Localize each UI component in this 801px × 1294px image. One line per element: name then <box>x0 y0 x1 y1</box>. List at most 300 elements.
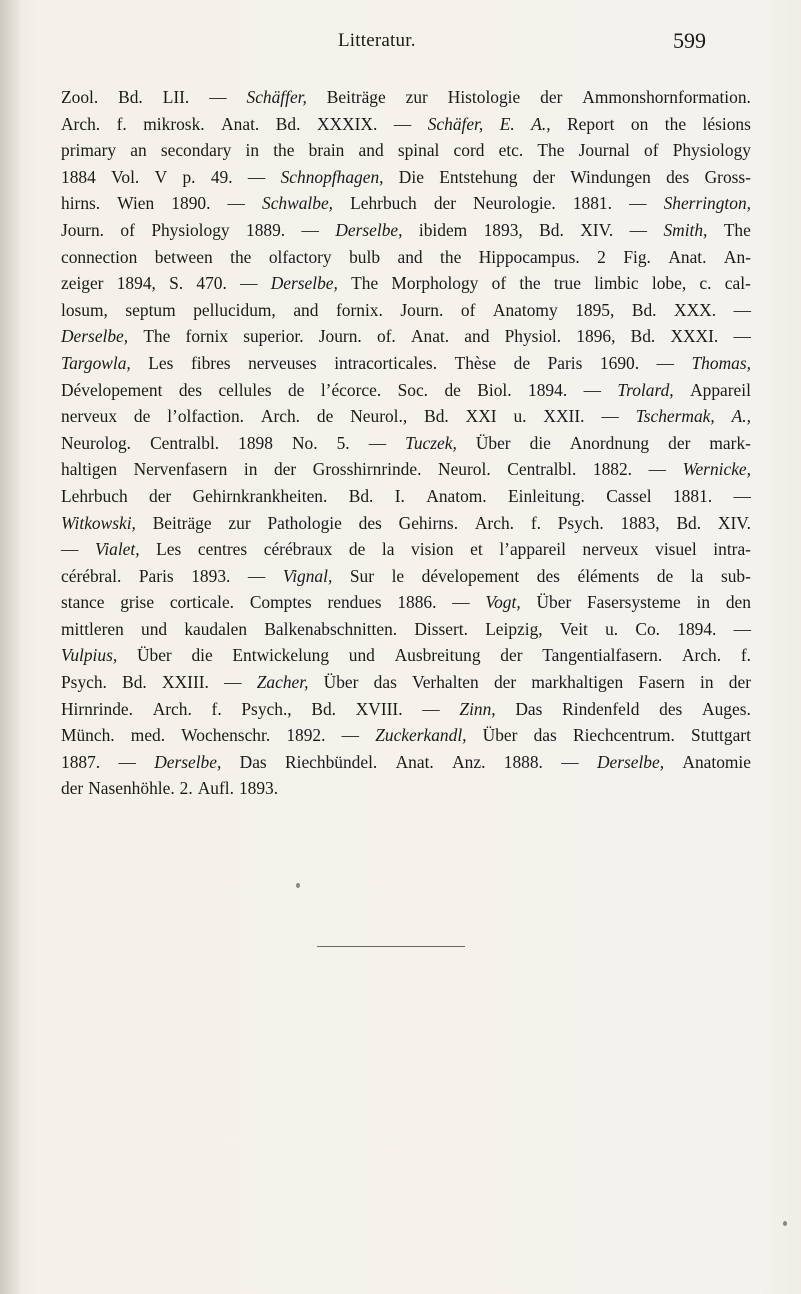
word: 1892. <box>286 725 326 746</box>
text-line <box>61 669 751 696</box>
word: Arch. <box>152 698 192 719</box>
text-line <box>61 190 751 217</box>
word: 1881. <box>672 485 713 506</box>
word: de <box>316 406 334 427</box>
text-line <box>61 297 751 324</box>
word: Das <box>515 698 543 719</box>
word: med. <box>130 725 166 746</box>
text-line <box>61 217 751 244</box>
word: between <box>154 246 213 267</box>
word: mark- <box>709 432 751 453</box>
word: der <box>493 672 517 693</box>
word: S. <box>169 273 184 294</box>
word: Münch. <box>61 725 115 746</box>
word: The <box>351 273 379 294</box>
gutter-shadow <box>0 0 22 1294</box>
word: Entstehung <box>439 166 518 187</box>
word: E. <box>499 113 515 134</box>
ink-speck <box>783 1221 787 1226</box>
word: XXXI. <box>670 326 719 347</box>
text-line <box>61 377 751 404</box>
word: 2. <box>179 778 193 799</box>
word: Derselbe, <box>596 751 665 772</box>
word: Balkenabschnitten. <box>264 618 398 639</box>
word: f. <box>116 113 127 134</box>
word: fornix <box>185 326 229 347</box>
word: in <box>245 140 260 161</box>
word: — <box>629 193 647 214</box>
word: dévelopement <box>421 565 520 586</box>
word: Aufl. <box>197 778 234 799</box>
word: das <box>533 725 557 746</box>
word: 1893. <box>191 565 231 586</box>
word: Neurol., <box>350 406 408 427</box>
word: des <box>536 565 560 586</box>
text-line <box>61 137 751 164</box>
word: Entwickelung <box>232 645 330 666</box>
word: — <box>601 406 619 427</box>
word: stance <box>61 592 105 613</box>
word: der <box>433 193 457 214</box>
word: 49. <box>210 166 233 187</box>
word: de <box>656 565 674 586</box>
word: Bd. <box>539 219 564 240</box>
word: Lehrbuch <box>61 485 128 506</box>
word: visuel <box>655 539 697 560</box>
word: connection <box>61 246 138 267</box>
word: corticale. <box>169 592 235 613</box>
word: 1894. <box>528 379 568 400</box>
word: Dissert. <box>414 618 468 639</box>
word: in <box>696 592 711 613</box>
word: secondary <box>160 140 232 161</box>
word: on <box>630 113 649 134</box>
word: I. <box>394 485 405 506</box>
word: mittleren <box>61 618 124 639</box>
word: nerveuses <box>248 352 317 373</box>
word: XXX. <box>674 299 717 320</box>
word: — <box>227 193 245 214</box>
word: — <box>629 219 648 240</box>
word: — <box>224 672 242 693</box>
word: Bd. <box>424 406 449 427</box>
word: The <box>143 326 171 347</box>
word: of <box>460 299 476 320</box>
word: f. <box>740 645 751 666</box>
word: XXXIX. <box>316 113 378 134</box>
word: A., <box>731 406 751 427</box>
word: Tschermak, <box>635 406 715 427</box>
word: u. <box>605 618 619 639</box>
word: Sherrington, <box>663 193 751 214</box>
word: Nasenhöhle. <box>88 778 175 799</box>
word: spinal <box>397 140 440 161</box>
word: Anat. <box>395 751 434 772</box>
word: olfactory <box>268 246 332 267</box>
word: Einleitung. <box>508 485 585 506</box>
word: das <box>373 672 397 693</box>
word: of <box>644 140 659 161</box>
word: sub- <box>720 565 751 586</box>
word: Zacher, <box>256 672 309 693</box>
word: et <box>470 539 483 560</box>
word: Centralbl. <box>507 459 577 480</box>
word: — <box>368 432 387 453</box>
text-line <box>61 563 751 590</box>
word: le <box>391 565 405 586</box>
word: Beiträge <box>152 512 212 533</box>
word: losum, <box>61 299 108 320</box>
word: Auges. <box>702 698 751 719</box>
word: Centralbl. <box>150 432 220 453</box>
word: Schäffer, <box>246 87 307 107</box>
word: Neurol. <box>438 459 491 480</box>
word: der <box>728 672 751 693</box>
word: and <box>464 326 490 347</box>
word: Vulpius, <box>61 645 118 666</box>
word: Ammonshornformation. <box>582 87 751 107</box>
word: Beiträge <box>326 87 386 107</box>
text-line <box>61 456 751 483</box>
word: 1896, <box>576 326 616 347</box>
word: Das <box>239 751 267 772</box>
word: nerveux <box>61 406 118 427</box>
word: Smith, <box>663 219 708 240</box>
word: Anatomy <box>492 299 558 320</box>
word: Nervenfasern <box>133 459 228 480</box>
word: pellucidum, <box>193 299 276 320</box>
word: — <box>341 725 360 746</box>
word: Bd. <box>348 485 374 506</box>
word: kaudalen <box>184 618 248 639</box>
word: Die <box>398 166 424 187</box>
word: der <box>149 485 172 506</box>
word: A., <box>531 113 551 134</box>
word: nerveux <box>582 539 639 560</box>
text-line <box>61 403 751 430</box>
word: and <box>358 140 384 161</box>
word: an <box>130 140 147 161</box>
word: Physiol. <box>504 326 562 347</box>
word: Anat. <box>410 326 450 347</box>
word: Histologie <box>447 87 521 107</box>
word: — <box>118 751 136 772</box>
word: Paris <box>138 565 174 586</box>
word: Arch. <box>681 645 722 666</box>
word: und <box>141 618 168 639</box>
word: Zuckerkandl, <box>375 725 467 746</box>
word: true <box>553 273 581 294</box>
word: Arch. <box>260 406 301 427</box>
footer-rule <box>317 946 465 947</box>
word: cérébral. <box>61 565 122 586</box>
word: the <box>664 113 687 134</box>
text-line <box>61 775 751 802</box>
word: ibidem <box>418 219 468 240</box>
word: Trolard, <box>617 379 674 400</box>
word: Les <box>156 539 182 560</box>
word: Schäfer, <box>427 113 484 134</box>
word: l’olfaction. <box>167 406 244 427</box>
word: Arch. <box>61 113 101 134</box>
word: septum <box>125 299 176 320</box>
text-line <box>61 350 751 377</box>
word: Ausbreitung <box>394 645 481 666</box>
word: — <box>733 299 751 320</box>
word: de <box>513 352 531 373</box>
word: Physiology <box>672 140 751 161</box>
word: V <box>154 166 168 187</box>
word: Cassel <box>606 485 652 506</box>
word: etc. <box>498 140 524 161</box>
word: lésions <box>702 113 751 134</box>
word: 1893. <box>238 778 279 799</box>
word: Zinn, <box>459 698 496 719</box>
word: Hirnrinde. <box>61 698 133 719</box>
text-line <box>61 589 751 616</box>
word: 1690. <box>599 352 640 373</box>
word: Vialet, <box>94 539 140 560</box>
word: des <box>178 379 203 400</box>
word: — <box>240 273 258 294</box>
word: Bd. <box>275 113 301 134</box>
word: Derselbe, <box>154 751 222 772</box>
word: of <box>120 219 135 240</box>
word: Lehrbuch <box>350 193 417 214</box>
word: der <box>668 432 691 453</box>
word: 1881. <box>572 193 612 214</box>
word: Appareil <box>690 379 751 400</box>
word: die <box>191 645 213 666</box>
text-line <box>61 244 751 271</box>
word: Bd. <box>676 512 702 533</box>
word: primary <box>61 140 117 161</box>
word: der <box>61 778 84 799</box>
word: Anat. <box>668 246 707 267</box>
word: 1887. <box>61 751 101 772</box>
word: Derselbe, <box>335 219 403 240</box>
word: superior. <box>243 326 304 347</box>
word: Über <box>475 432 511 453</box>
text-line <box>61 616 751 643</box>
text-line <box>61 270 751 297</box>
word: zur <box>405 87 428 107</box>
word: the <box>440 246 462 267</box>
word: bulb <box>349 246 381 267</box>
word: 5. <box>336 432 350 453</box>
word: — <box>561 751 579 772</box>
word: the <box>273 140 295 161</box>
page-number: 599 <box>673 28 706 53</box>
word: Soc. <box>397 379 429 400</box>
word: Vol. <box>111 166 140 187</box>
word: Witkowski, <box>61 512 136 533</box>
word: Über <box>536 592 572 613</box>
word: Co. <box>635 618 661 639</box>
word: Bd. <box>630 326 656 347</box>
bibliography-text <box>61 84 751 802</box>
word: — <box>422 698 440 719</box>
word: in <box>700 672 714 693</box>
word: An- <box>723 246 751 267</box>
word: mikrosk. <box>143 113 205 134</box>
text-line <box>61 749 751 776</box>
word: — <box>452 592 470 613</box>
word: der <box>500 645 523 666</box>
word: The <box>537 140 565 161</box>
text-line <box>61 642 751 669</box>
word: — <box>209 87 227 107</box>
text-line <box>61 510 751 537</box>
word: hirns. <box>61 193 101 214</box>
word: 2 <box>597 246 606 267</box>
word: Über <box>136 645 172 666</box>
word: Wochenschr. <box>181 725 271 746</box>
word: Paris <box>547 352 583 373</box>
word: Neurolog. <box>61 432 132 453</box>
word: des <box>666 166 690 187</box>
word: Dévelopement <box>61 379 163 400</box>
word: Anordnung <box>569 432 650 453</box>
word: — <box>733 618 751 639</box>
word: den <box>725 592 751 613</box>
word: fornix. <box>335 299 383 320</box>
word: Riechbündel. <box>285 751 378 772</box>
word: Bd. <box>118 87 143 107</box>
text-line <box>61 722 751 749</box>
word: 1889. <box>246 219 286 240</box>
word: cal- <box>724 273 751 294</box>
word: — <box>733 485 751 506</box>
word: Gehirnkrankheiten. <box>192 485 328 506</box>
word: 1894, <box>116 273 156 294</box>
word: — <box>583 379 601 400</box>
ink-speck <box>296 883 300 888</box>
word: and <box>397 246 423 267</box>
word: rendues <box>327 592 382 613</box>
word: la <box>690 565 704 586</box>
word: Grosshirnrinde. <box>312 459 422 480</box>
word: Windungen <box>570 166 651 187</box>
word: Tuczek, <box>405 432 457 453</box>
word: Neurologie. <box>473 193 556 214</box>
word: p. <box>182 166 196 187</box>
word: the <box>519 273 541 294</box>
word: Schnopfhagen, <box>280 166 384 187</box>
text-line <box>61 323 751 350</box>
word: der <box>273 459 297 480</box>
word: des <box>358 512 382 533</box>
word: Targowla, <box>61 352 131 373</box>
word: Psych. <box>61 672 107 693</box>
word: éléments <box>577 565 640 586</box>
word: XXII. <box>543 406 585 427</box>
word: Verhalten <box>412 672 479 693</box>
word: des <box>659 698 683 719</box>
word: grise <box>120 592 155 613</box>
word: limbic <box>594 273 639 294</box>
word: Physiology <box>151 219 230 240</box>
word: Rindenfeld <box>562 698 640 719</box>
word: Vogt, <box>485 592 521 613</box>
word: cérébraux <box>263 539 333 560</box>
word: Fasersysteme <box>587 592 681 613</box>
word: f. <box>530 512 541 533</box>
word: Journ. <box>61 219 104 240</box>
text-line <box>61 164 751 191</box>
word: die <box>529 432 551 453</box>
word: l’appareil <box>499 539 566 560</box>
word: Arch. <box>474 512 514 533</box>
word: Psych., <box>241 698 292 719</box>
word: Anatom. <box>426 485 487 506</box>
word: Pathologie <box>267 512 342 533</box>
word: la <box>381 539 395 560</box>
word: Über <box>323 672 359 693</box>
word: Biol. <box>477 379 512 400</box>
word: 1890. <box>171 193 211 214</box>
word: Wien <box>117 193 155 214</box>
word: cellules <box>218 379 272 400</box>
text-line <box>61 111 751 138</box>
word: — <box>648 459 666 480</box>
word: — <box>61 539 79 560</box>
text-line <box>61 696 751 723</box>
word: u. <box>513 406 527 427</box>
word: Veit <box>559 618 588 639</box>
word: 1894. <box>677 618 717 639</box>
word: LII. <box>162 87 190 107</box>
word: de <box>444 379 461 400</box>
running-head: Litteratur. <box>338 30 416 51</box>
word: markhaltigen <box>531 672 624 693</box>
word: Comptes <box>249 592 312 613</box>
word: and <box>293 299 319 320</box>
word: XIV. <box>717 512 751 533</box>
word: Sur <box>349 565 375 586</box>
word: Über <box>482 725 518 746</box>
word: No. <box>291 432 318 453</box>
text-line <box>61 430 751 457</box>
word: de <box>133 406 151 427</box>
word: 1883, <box>620 512 660 533</box>
word: Wernicke, <box>682 459 751 480</box>
word: — <box>733 326 751 347</box>
word: de <box>348 539 366 560</box>
word: Thomas, <box>691 352 751 373</box>
word: fibres <box>190 352 231 373</box>
word: Anz. <box>452 751 486 772</box>
text-line <box>61 84 751 111</box>
word: Gross- <box>704 166 751 187</box>
word: Bd. <box>631 299 657 320</box>
word: XXI <box>465 406 497 427</box>
text-line <box>61 483 751 510</box>
word: Anat. <box>221 113 260 134</box>
word: XXIII. <box>162 672 209 693</box>
word: und <box>348 645 375 666</box>
word: Schwalbe, <box>262 193 334 214</box>
word: der <box>532 166 556 187</box>
word: — <box>393 113 412 134</box>
word: zeiger <box>61 273 104 294</box>
word: f. <box>211 698 222 719</box>
word: Journ. <box>318 326 362 347</box>
word: — <box>656 352 674 373</box>
word: Journ. <box>400 299 444 320</box>
word: Tangentialfasern. <box>542 645 663 666</box>
word: Les <box>148 352 174 373</box>
